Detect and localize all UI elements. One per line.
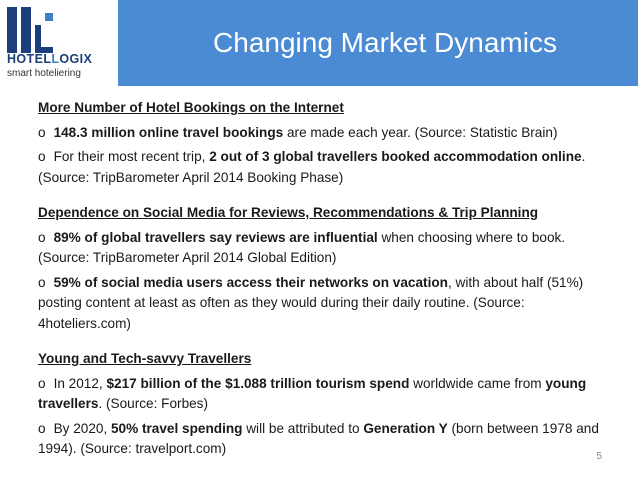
bullet-item: o 59% of social media users access their networks on vacation, with about half (51%) posting content at least as often as they would during their daily routine. (Source: 4hoteliers.com) [38, 274, 584, 331]
bullet-item: o In 2012, $217 billion of the $1.088 trillion tourism spend worldwide came from young travellers. (Source: Forbes) [38, 375, 587, 411]
logo-tagline: smart hoteliering [7, 68, 81, 79]
bullet-marker: o [38, 229, 46, 245]
slide-title: Changing Market Dynamics [213, 27, 557, 58]
title-bar [118, 0, 638, 86]
section-social-media [38, 203, 608, 334]
bullet-marker: o [38, 124, 46, 140]
section-heading: More Number of Hotel Bookings on the Internet [38, 100, 344, 115]
logo-accent-letter: L [51, 52, 60, 66]
section-heading: Dependence on Social Media for Reviews, Recommendations & Trip Planning [38, 205, 539, 220]
section-hotel-bookings [38, 98, 608, 188]
bullet-item: o 89% of global travellers say reviews are influential when choosing where to book. (Source: TripBarometer April 2014 Global Edition) [38, 229, 566, 265]
bullet-item: o 148.3 million online travel bookings are made each year. (Source: Statistic Brain) [38, 124, 558, 140]
bullet-marker: o [38, 149, 46, 164]
bullet-marker: o [38, 375, 46, 391]
hotelogix-logo-icon [7, 7, 53, 53]
section-heading: Young and Tech-savvy Travellers [38, 351, 252, 366]
bullet-marker: o [38, 274, 46, 290]
logo [0, 0, 118, 86]
slide-content [38, 98, 608, 460]
bullet-item: o By 2020, 50% travel spending will be attributed to Generation Y (born between 1978 and 1994). (Source: travelport.com) [38, 420, 599, 456]
bullet-marker: o [38, 420, 46, 436]
page-number: 5 [596, 451, 602, 462]
section-young-travellers [38, 349, 608, 460]
logo-brand-text: HOTELLOGIX [7, 52, 93, 66]
slide-header [0, 0, 638, 86]
bullet-item: o For their most recent trip, 2 out of 3 global travellers booked accommodation online. (Source: TripBarometer April 2014 Booking Phase) [38, 149, 586, 185]
